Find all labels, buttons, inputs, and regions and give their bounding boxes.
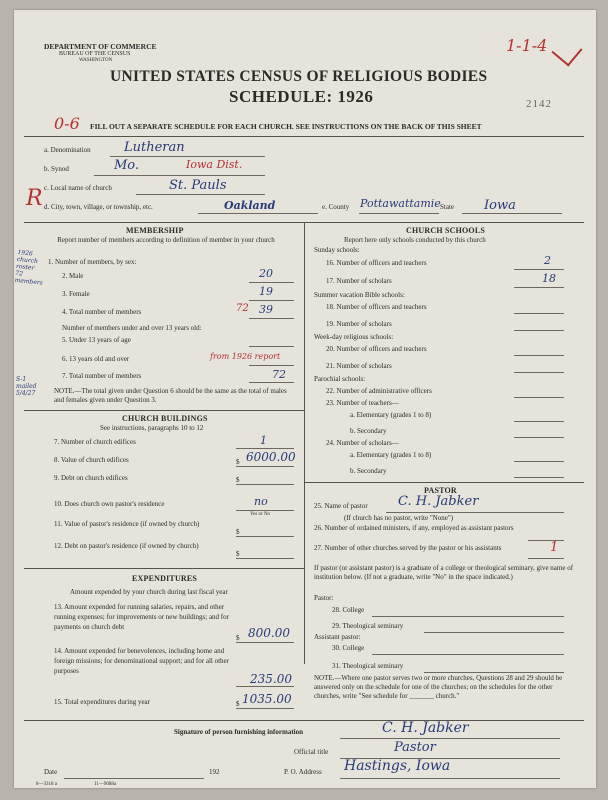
church-name-line bbox=[136, 194, 265, 195]
county-label: e. County bbox=[322, 203, 350, 211]
q20-label: 20. Number of officers and teachers bbox=[326, 345, 427, 353]
q8-line bbox=[236, 466, 294, 467]
q15-value: 1035.00 bbox=[242, 692, 292, 706]
q9-line bbox=[236, 484, 294, 485]
expenditures-sub: Amount expended by your church during last fiscal year bbox=[70, 588, 228, 596]
membership-intro: Report number of members according to definition of member in your church bbox=[57, 236, 275, 244]
q17-line bbox=[514, 287, 564, 288]
q10-value: no bbox=[254, 495, 268, 508]
asst-pastor-label: Assistant pastor: bbox=[314, 633, 361, 641]
q7b-value: 1 bbox=[260, 434, 267, 447]
schools-title: CHURCH SCHOOLS bbox=[406, 226, 486, 235]
address-label: P. O. Address bbox=[284, 768, 322, 776]
q16-line bbox=[514, 269, 564, 270]
q27-line bbox=[528, 558, 564, 559]
q5-label: 5. Under 13 years of age bbox=[62, 336, 131, 344]
q15-line bbox=[236, 708, 294, 709]
q10-line bbox=[236, 510, 294, 511]
q18-line bbox=[514, 313, 564, 314]
parochial-label: Parochial schools: bbox=[314, 375, 366, 383]
q23a-line bbox=[514, 421, 564, 422]
q3-value: 19 bbox=[259, 285, 273, 298]
q31-label: 31. Theological seminary bbox=[332, 662, 404, 670]
q1-label: 1. Number of members, by sex: bbox=[48, 258, 137, 266]
q24a-label: a. Elementary (grades 1 to 8) bbox=[350, 451, 432, 459]
q11-line bbox=[236, 536, 294, 537]
synod-line bbox=[94, 175, 265, 176]
date-year: 192 bbox=[209, 768, 220, 776]
instruction-line: FILL OUT A SEPARATE SCHEDULE FOR EACH CHURCH. SEE INSTRUCTIONS ON THE BACK OF THIS SHEET bbox=[90, 122, 482, 131]
q31-line bbox=[424, 672, 564, 673]
q29-label: 29. Theological seminary bbox=[332, 622, 404, 630]
q23a-label: a. Elementary (grades 1 to 8) bbox=[350, 411, 432, 419]
q19-label: 19. Number of scholars bbox=[326, 320, 392, 328]
q16-label: 16. Number of officers and teachers bbox=[326, 259, 427, 267]
q24b-line bbox=[514, 477, 564, 478]
q8-label: 8. Value of church edifices bbox=[54, 456, 129, 464]
city-field-label: d. City, town, village, or township, etc. bbox=[44, 203, 153, 211]
q29-line bbox=[424, 632, 564, 633]
pastor-sub-label: Pastor: bbox=[314, 594, 334, 602]
q15-label: 15. Total expenditures during year bbox=[54, 698, 150, 706]
q8-dollar-icon: $ bbox=[236, 458, 240, 466]
buildings-rule bbox=[24, 568, 304, 569]
q18-label: 18. Number of officers and teachers bbox=[326, 303, 427, 311]
synod-extra: Iowa Dist. bbox=[186, 158, 243, 171]
q4-extra: 72 bbox=[236, 303, 249, 314]
q21-line bbox=[514, 372, 564, 373]
q13-label: 13. Amount expended for running salaries, repairs, and other running expenses; for improvements or new buildings; and for payments on church debt bbox=[54, 603, 229, 631]
age-mid-label: Number of members under and over 13 years old: bbox=[62, 324, 202, 332]
red-code: 0-6 bbox=[54, 114, 80, 133]
q14-label: 14. Amount expended for benevolences, including home and foreign missions; for denominational support; and for all other purposes bbox=[54, 647, 229, 675]
denomination-label: a. Denomination bbox=[44, 146, 91, 154]
buildings-sub: See instructions, paragraphs 10 to 12 bbox=[100, 424, 204, 432]
schools-sub: Report here only schools conducted by this church bbox=[344, 236, 486, 244]
signature-line bbox=[340, 738, 560, 739]
state-line bbox=[462, 213, 562, 214]
q10-label: 10. Does church own pastor's residence bbox=[54, 500, 165, 508]
church-name-value: St. Pauls bbox=[169, 178, 227, 193]
q30-line bbox=[372, 654, 564, 655]
q7b-label: 7. Number of church edifices bbox=[54, 438, 136, 446]
q27-label: 27. Number of other churches served by the pastor or his assistants bbox=[314, 544, 502, 552]
pastor-note: NOTE.—Where one pastor serves two or more churches, Questions 28 and 29 should be answered only on the schedule for one of the churches; on the schedules for the other churches, write "See schedule for _______ church." bbox=[314, 674, 563, 700]
q4-label: 4. Total number of members bbox=[62, 308, 142, 316]
q28-line bbox=[372, 616, 564, 617]
schedule-year: SCHEDULE: 1926 bbox=[229, 87, 374, 106]
q7-member-label: 7. Total number of members bbox=[62, 372, 142, 380]
q4-value: 39 bbox=[259, 303, 273, 316]
q25-line bbox=[386, 512, 564, 513]
corner-mark: 1-1-4 bbox=[506, 36, 548, 55]
q14-value: 235.00 bbox=[250, 672, 292, 686]
q22-line bbox=[514, 397, 564, 398]
q12-line bbox=[236, 558, 294, 559]
q3-label: 3. Female bbox=[62, 290, 90, 298]
synod-label: b. Synod bbox=[44, 165, 69, 173]
q28-label: 28. College bbox=[332, 606, 365, 614]
stamp-number: 2142 bbox=[526, 98, 552, 110]
q2-line bbox=[249, 282, 294, 283]
margin-note-2: S-1 mailed 5/4/27 bbox=[16, 376, 37, 397]
form-title: UNITED STATES CENSUS OF RELIGIOUS BODIES bbox=[110, 68, 488, 85]
weekday-label: Week-day religious schools: bbox=[314, 333, 394, 341]
q24a-line bbox=[514, 461, 564, 462]
q16-value: 2 bbox=[544, 254, 551, 267]
q23-label: 23. Number of teachers— bbox=[326, 399, 399, 407]
city-value: Oakland bbox=[224, 199, 276, 212]
q23b-line bbox=[514, 437, 564, 438]
summer-label: Summer vacation Bible schools: bbox=[314, 291, 405, 299]
q12-dollar-icon: $ bbox=[236, 550, 240, 558]
r-mark: R bbox=[26, 186, 43, 211]
q23b-label: b. Secondary bbox=[350, 427, 387, 435]
q12-label: 12. Debt on pastor's residence (if owned by church) bbox=[54, 542, 199, 550]
state-label: State bbox=[440, 203, 454, 211]
q19-line bbox=[514, 330, 564, 331]
address-line bbox=[340, 778, 560, 779]
q17-value: 18 bbox=[542, 272, 556, 285]
state-value: Iowa bbox=[484, 198, 516, 213]
q20-line bbox=[514, 355, 564, 356]
census-schedule-sheet bbox=[14, 10, 596, 788]
date-line bbox=[64, 778, 204, 779]
print-number: 11—9088a bbox=[94, 782, 117, 787]
membership-rule bbox=[24, 410, 304, 411]
q25-sub: (If church has no pastor, write "None") bbox=[344, 514, 454, 522]
buildings-title: CHURCH BUILDINGS bbox=[122, 414, 208, 423]
city-label: WASHINGTON bbox=[79, 58, 113, 63]
q14-line bbox=[236, 686, 294, 687]
signature-rule bbox=[24, 720, 584, 721]
q24-label: 24. Number of scholars— bbox=[326, 439, 399, 447]
q21-label: 21. Number of scholars bbox=[326, 362, 392, 370]
q17-label: 17. Number of scholars bbox=[326, 277, 392, 285]
q26-label: 26. Number of ordained ministers, if any, employed as assistant pastors bbox=[314, 524, 514, 532]
q7-member-line bbox=[249, 382, 294, 383]
expenditures-title: EXPENDITURES bbox=[132, 574, 198, 583]
bureau-label: BUREAU OF THE CENSUS bbox=[59, 51, 131, 57]
margin-note: 1926 church roster 72 members bbox=[14, 248, 44, 287]
q7b-line bbox=[236, 448, 294, 449]
checkmark-icon bbox=[552, 36, 583, 67]
q24b-label: b. Secondary bbox=[350, 467, 387, 475]
q11-dollar-icon: $ bbox=[236, 528, 240, 536]
q27-value: 1 bbox=[550, 540, 559, 555]
title-label: Official title bbox=[294, 748, 329, 756]
schools-rule bbox=[304, 482, 584, 483]
date-label: Date bbox=[44, 768, 58, 776]
q9-dollar-icon: $ bbox=[236, 476, 240, 484]
q25-value: C. H. Jabker bbox=[398, 494, 479, 509]
county-line bbox=[359, 213, 439, 214]
membership-note: NOTE.—The total given under Question 6 should be the same as the total of males and females given under Question 3. bbox=[54, 387, 287, 404]
pastor-title: PASTOR bbox=[424, 486, 457, 495]
county-value: Pottawattamie bbox=[360, 197, 441, 210]
denomination-line bbox=[110, 156, 265, 157]
q30-label: 30. College bbox=[332, 644, 365, 652]
synod-value: Mo. bbox=[114, 158, 140, 173]
sunday-label: Sunday schools: bbox=[314, 246, 360, 254]
q5-line bbox=[249, 346, 294, 347]
q13-dollar-icon: $ bbox=[236, 634, 240, 642]
pastor-intro: If pastor (or assistant pastor) is a graduate of a college or theological seminary, give name of institution below. (If not a graduate, write "No" in the space indicated.) bbox=[314, 564, 574, 581]
q2-value: 20 bbox=[259, 267, 273, 280]
title-value: Pastor bbox=[394, 740, 436, 755]
q25-label: 25. Name of pastor bbox=[314, 502, 368, 510]
column-divider bbox=[304, 222, 305, 664]
signature-label: Signature of person furnishing information bbox=[174, 728, 303, 736]
q2-label: 2. Male bbox=[62, 272, 84, 280]
q13-value: 800.00 bbox=[248, 626, 290, 640]
q8-value: 6000.00 bbox=[246, 450, 296, 464]
q3-line bbox=[249, 300, 294, 301]
q22-label: 22. Number of administrative officers bbox=[326, 387, 432, 395]
address-value: Hastings, Iowa bbox=[344, 758, 451, 774]
q6-label: 6. 13 years old and over bbox=[62, 355, 130, 363]
yes-no-hint: Yes or No bbox=[250, 512, 271, 517]
q13-line bbox=[236, 642, 294, 643]
top-rule bbox=[24, 136, 584, 137]
q4-line bbox=[249, 318, 294, 319]
signature-value: C. H. Jabker bbox=[382, 720, 469, 736]
q7-member-value: 72 bbox=[272, 368, 286, 381]
q6-note: from 1926 report bbox=[210, 352, 281, 361]
q6-line bbox=[249, 365, 294, 366]
city-line bbox=[198, 213, 318, 214]
q11-label: 11. Value of pastor's residence (if owned by church) bbox=[54, 520, 200, 528]
q9-label: 9. Debt on church edifices bbox=[54, 474, 128, 482]
denomination-value: Lutheran bbox=[124, 140, 185, 155]
department-label: DEPARTMENT OF COMMERCE bbox=[44, 42, 157, 51]
q15-dollar-icon: $ bbox=[236, 700, 240, 708]
membership-title: MEMBERSHIP bbox=[126, 226, 184, 235]
q26-line bbox=[528, 540, 564, 541]
form-number: 8—3318 a bbox=[36, 782, 57, 787]
church-name-label: c. Local name of church bbox=[44, 184, 112, 192]
